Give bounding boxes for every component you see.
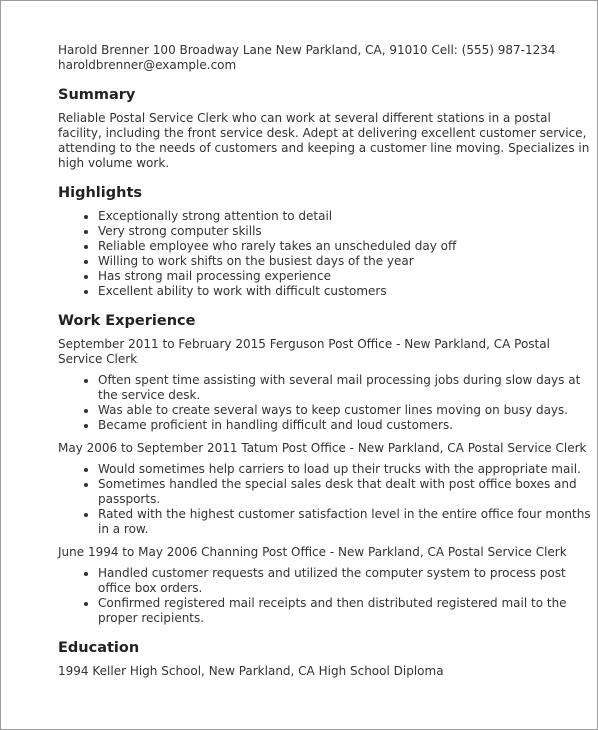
- job-header: [58, 441, 593, 456]
- job-header: [58, 337, 593, 367]
- job-location: New Parkland, CA: [404, 337, 511, 351]
- highlight-item: • Willing to work shifts on the busiest days of the year: [98, 254, 593, 269]
- education-location: New Parkland, CA: [208, 664, 315, 678]
- job-location: New Parkland, CA: [357, 441, 464, 455]
- job-employer: Channing Post Office: [201, 545, 327, 559]
- job-location: New Parkland, CA: [338, 545, 445, 559]
- job-bullet: • Rated with the highest customer satisfaction level in the entire office four months in a row.: [98, 507, 593, 537]
- summary-heading: Summary: [58, 87, 136, 103]
- job-dates: June 1994 to May 2006: [58, 545, 198, 559]
- job-bullet: • Would sometimes help carriers to load up their trucks with the appropriate mail.: [98, 462, 593, 477]
- highlight-item: • Very strong computer skills: [98, 224, 593, 239]
- education-entry: [58, 664, 593, 679]
- job-title: Postal Service Clerk: [467, 441, 587, 455]
- job-separator: -: [396, 337, 401, 351]
- resume-content: [58, 43, 593, 679]
- job-separator: -: [329, 545, 335, 559]
- highlight-item: • Exceptionally strong attention to detail: [98, 209, 593, 224]
- experience-heading: Work Experience: [58, 313, 196, 329]
- job-bullets: [58, 462, 593, 537]
- highlights-heading: Highlights: [58, 185, 143, 201]
- job-dates: September 2011 to February 2015: [58, 337, 266, 351]
- job-title: Postal Service Clerk: [58, 337, 550, 366]
- education-heading: Education: [58, 640, 140, 656]
- contact-address: 100 Broadway Lane New Parkland, CA, 91010: [152, 43, 428, 57]
- job-bullet: • Sometimes handled the special sales desk that dealt with post office boxes and passports.: [98, 477, 593, 507]
- contact-name: Harold Brenner: [58, 43, 149, 57]
- job-bullets: [58, 566, 593, 626]
- job-title: Postal Service Clerk: [447, 545, 567, 559]
- contact-email: haroldbrenner@example.com: [58, 58, 237, 72]
- job-bullet: • Became proficient in handling difficult and loud customers.: [98, 418, 593, 433]
- job-employer: Ferguson Post Office: [269, 337, 393, 351]
- contact-block: [58, 43, 593, 73]
- job-bullet: • Often spent time assisting with several mail processing jobs during slow days at the service desk.: [98, 373, 593, 403]
- job-bullet: • Was able to create several ways to keep customer lines moving on busy days.: [98, 403, 593, 418]
- job-header: [58, 545, 593, 560]
- education-year: 1994: [58, 664, 89, 678]
- job-separator: -: [349, 441, 354, 455]
- contact-phone: (555) 987-1234: [461, 43, 556, 57]
- job-bullet: • Handled customer requests and utilized the computer system to process post office box orders.: [98, 566, 593, 596]
- job-dates: May 2006 to September 2011: [58, 441, 238, 455]
- summary-text: Reliable Postal Service Clerk who can work at several different stations in a postal facility, including the front service desk. Adept at delivering excellent customer service, attending to the needs of customers and keeping a customer line moving. Specializes in high volume work.: [58, 111, 590, 170]
- education-degree: High School Diploma: [318, 664, 444, 678]
- highlights-list: [58, 209, 593, 299]
- job-bullet: • Confirmed registered mail receipts and then distributed registered mail to the proper recipients.: [98, 596, 593, 626]
- highlight-item: • Reliable employee who rarely takes an unscheduled day off: [98, 239, 593, 254]
- highlight-item: • Excellent ability to work with difficult customers: [98, 284, 593, 299]
- job-bullets: [58, 373, 593, 433]
- contact-line: [58, 43, 593, 58]
- contact-cell-label: Cell:: [431, 43, 458, 57]
- highlight-item: • Has strong mail processing experience: [98, 269, 593, 284]
- education-school: Keller High School,: [92, 664, 205, 678]
- job-employer: Tatum Post Office: [241, 441, 346, 455]
